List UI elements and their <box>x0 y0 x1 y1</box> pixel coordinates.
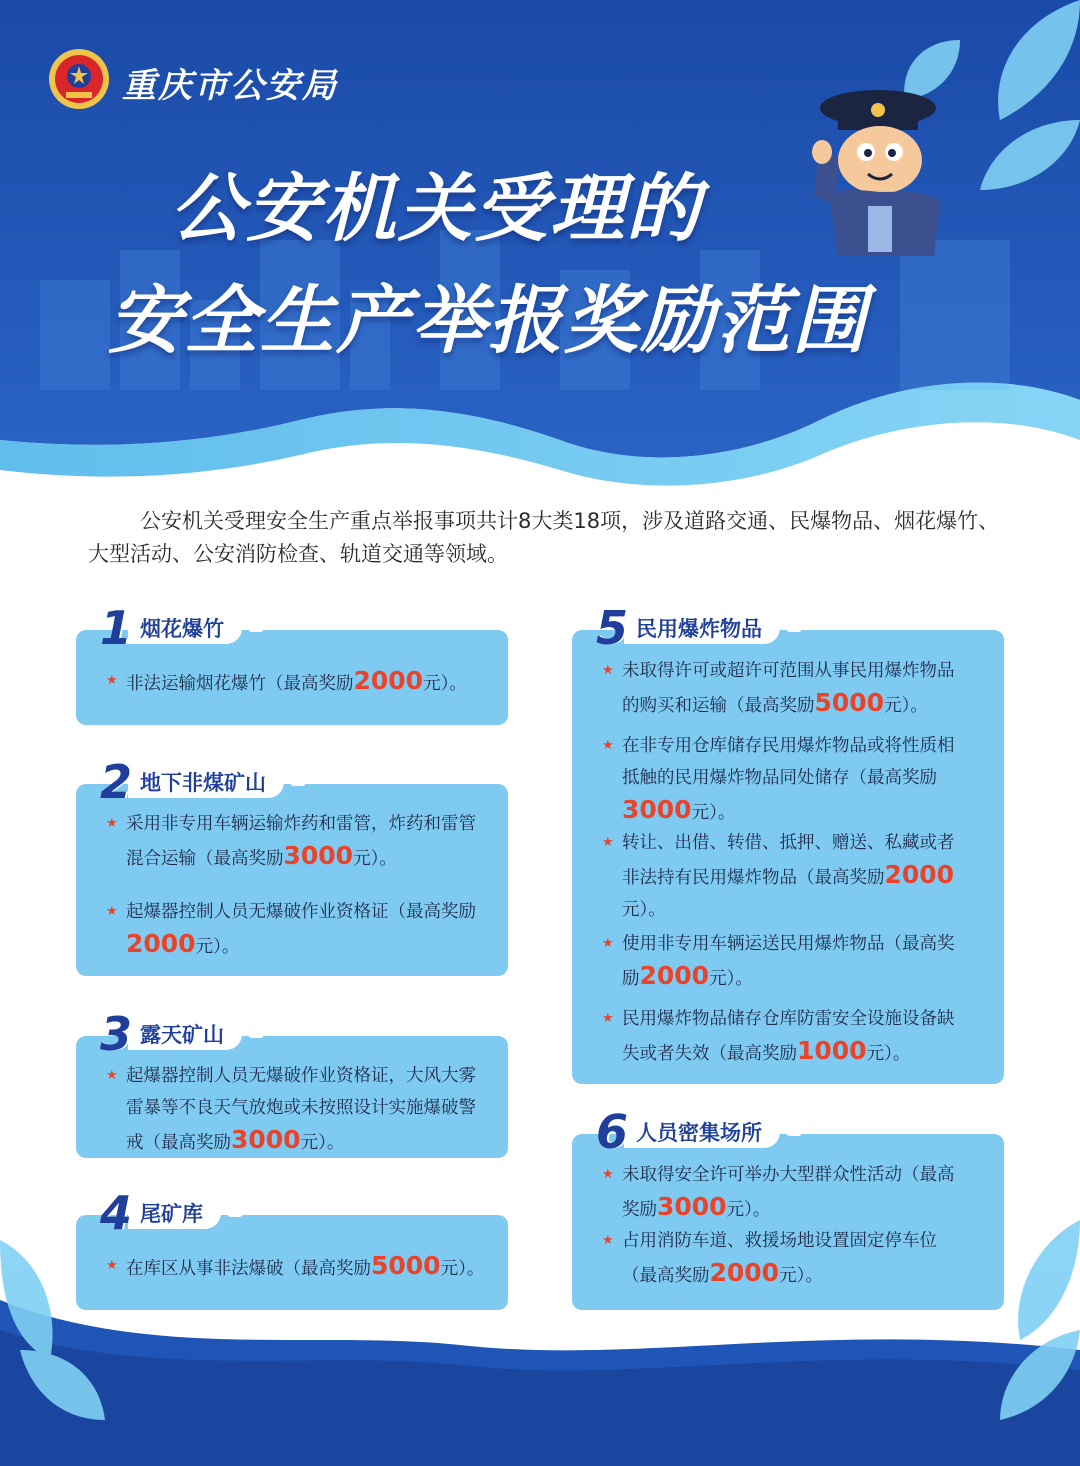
star-bullet-icon: ★ <box>106 673 118 688</box>
category-label: 地下非煤矿山 <box>140 771 267 795</box>
org-name: 重庆市公安局 <box>122 66 338 106</box>
category-label: 露天矿山 <box>140 1023 225 1047</box>
reward-item: ★ 起爆器控制人员无爆破作业资格证，大风大雾雷暴等不良天气放炮或未按照设计实施爆破警戒（最高奖励3000元）。 <box>126 1060 490 1159</box>
reward-item: ★ 民用爆炸物品储存仓库防雷安全设施设备缺失或者失效（最高奖励1000元）。 <box>622 1003 966 1070</box>
intro-paragraph: 公安机关受理安全生产重点举报事项共计8大类18项，涉及道路交通、民爆物品、烟花爆竹、大型活动、公安消防检查、轨道交通等领域。 <box>88 509 1000 566</box>
category-label: 民用爆炸物品 <box>636 617 763 641</box>
page-title-line1: 公安机关受理的 <box>170 166 702 252</box>
category-label: 烟花爆竹 <box>140 617 225 641</box>
reward-amount: 2000 <box>639 961 710 990</box>
category-title-crowded-places <box>596 1105 780 1159</box>
reward-amount: 3000 <box>283 841 354 870</box>
police-emblem-icon <box>46 46 112 112</box>
reward-item: ★ 起爆器控制人员无爆破作业资格证（最高奖励2000元）。 <box>126 896 490 963</box>
reward-amount: 2000 <box>709 1258 780 1287</box>
reward-amount: 5000 <box>371 1251 441 1280</box>
reward-item: ★ 未取得安全许可举办大型群众性活动（最高奖励3000元）。 <box>622 1159 966 1226</box>
reward-item: ★ 采用非专用车辆运输炸药和雷管，炸药和雷管混合运输（最高奖励3000元）。 <box>126 808 490 875</box>
category-title-fireworks <box>100 601 242 655</box>
reward-item: ★ 在库区从事非法爆破（最高奖励5000元）。 <box>106 1251 485 1280</box>
reward-item: ★ 使用非专用车辆运送民用爆炸物品（最高奖励2000元）。 <box>622 928 966 995</box>
category-title-open-pit-mine <box>100 1007 242 1061</box>
reward-item: ★ 占用消防车道、救援场地设置固定停车位（最高奖励2000元）。 <box>622 1225 966 1292</box>
reward-item: ★ 未取得许可或超许可范围从事民用爆炸物品的购买和运输（最高奖励5000元）。 <box>622 655 966 722</box>
star-bullet-icon: ★ <box>602 1011 614 1026</box>
reward-amount: 2000 <box>353 666 424 695</box>
reward-amount: 2000 <box>126 929 196 958</box>
category-tag <box>128 612 242 644</box>
category-tag <box>624 612 780 644</box>
category-tag <box>128 766 284 798</box>
star-bullet-icon: ★ <box>602 1233 614 1248</box>
category-tag <box>128 1197 221 1229</box>
category-title-tailings-pond <box>100 1186 221 1240</box>
category-number: 5 <box>596 601 629 655</box>
category-title-civil-explosives <box>596 601 780 655</box>
star-bullet-icon: ★ <box>106 904 118 919</box>
star-bullet-icon: ★ <box>602 738 614 753</box>
star-bullet-icon: ★ <box>106 1258 118 1273</box>
star-bullet-icon: ★ <box>602 936 614 951</box>
reward-amount: 1000 <box>797 1036 867 1065</box>
category-label: 人员密集场所 <box>636 1121 763 1145</box>
category-number: 4 <box>100 1186 133 1240</box>
reward-amount: 5000 <box>814 688 885 717</box>
reward-amount: 2000 <box>884 860 955 889</box>
reward-item: ★ 转让、出借、转借、抵押、赠送、私藏或者非法持有民用爆炸物品（最高奖励2000元）。 <box>622 827 966 926</box>
reward-amount: 3000 <box>622 795 692 824</box>
reward-item: ★ 非法运输烟花爆竹（最高奖励2000元）。 <box>106 666 467 695</box>
star-bullet-icon: ★ <box>106 1068 118 1083</box>
category-tag <box>624 1116 780 1148</box>
star-bullet-icon: ★ <box>602 1167 614 1182</box>
category-label: 尾矿库 <box>140 1202 204 1226</box>
category-number: 6 <box>596 1105 629 1159</box>
reward-amount: 3000 <box>231 1125 301 1154</box>
star-bullet-icon: ★ <box>602 663 614 678</box>
category-tag <box>128 1018 242 1050</box>
page-title-line2: 安全生产举报奖励范围 <box>108 278 868 364</box>
police-officer-mascot-icon <box>808 86 958 272</box>
star-bullet-icon: ★ <box>602 835 614 850</box>
category-title-underground-mine <box>100 755 284 809</box>
reward-amount: 3000 <box>657 1192 727 1221</box>
star-bullet-icon: ★ <box>106 816 118 831</box>
category-number: 1 <box>100 601 133 655</box>
category-number: 2 <box>100 755 133 809</box>
category-number: 3 <box>100 1007 133 1061</box>
reward-item: ★ 在非专用仓库储存民用爆炸物品或将性质相抵触的民用爆炸物品同处储存（最高奖励3000元）。 <box>622 730 966 829</box>
